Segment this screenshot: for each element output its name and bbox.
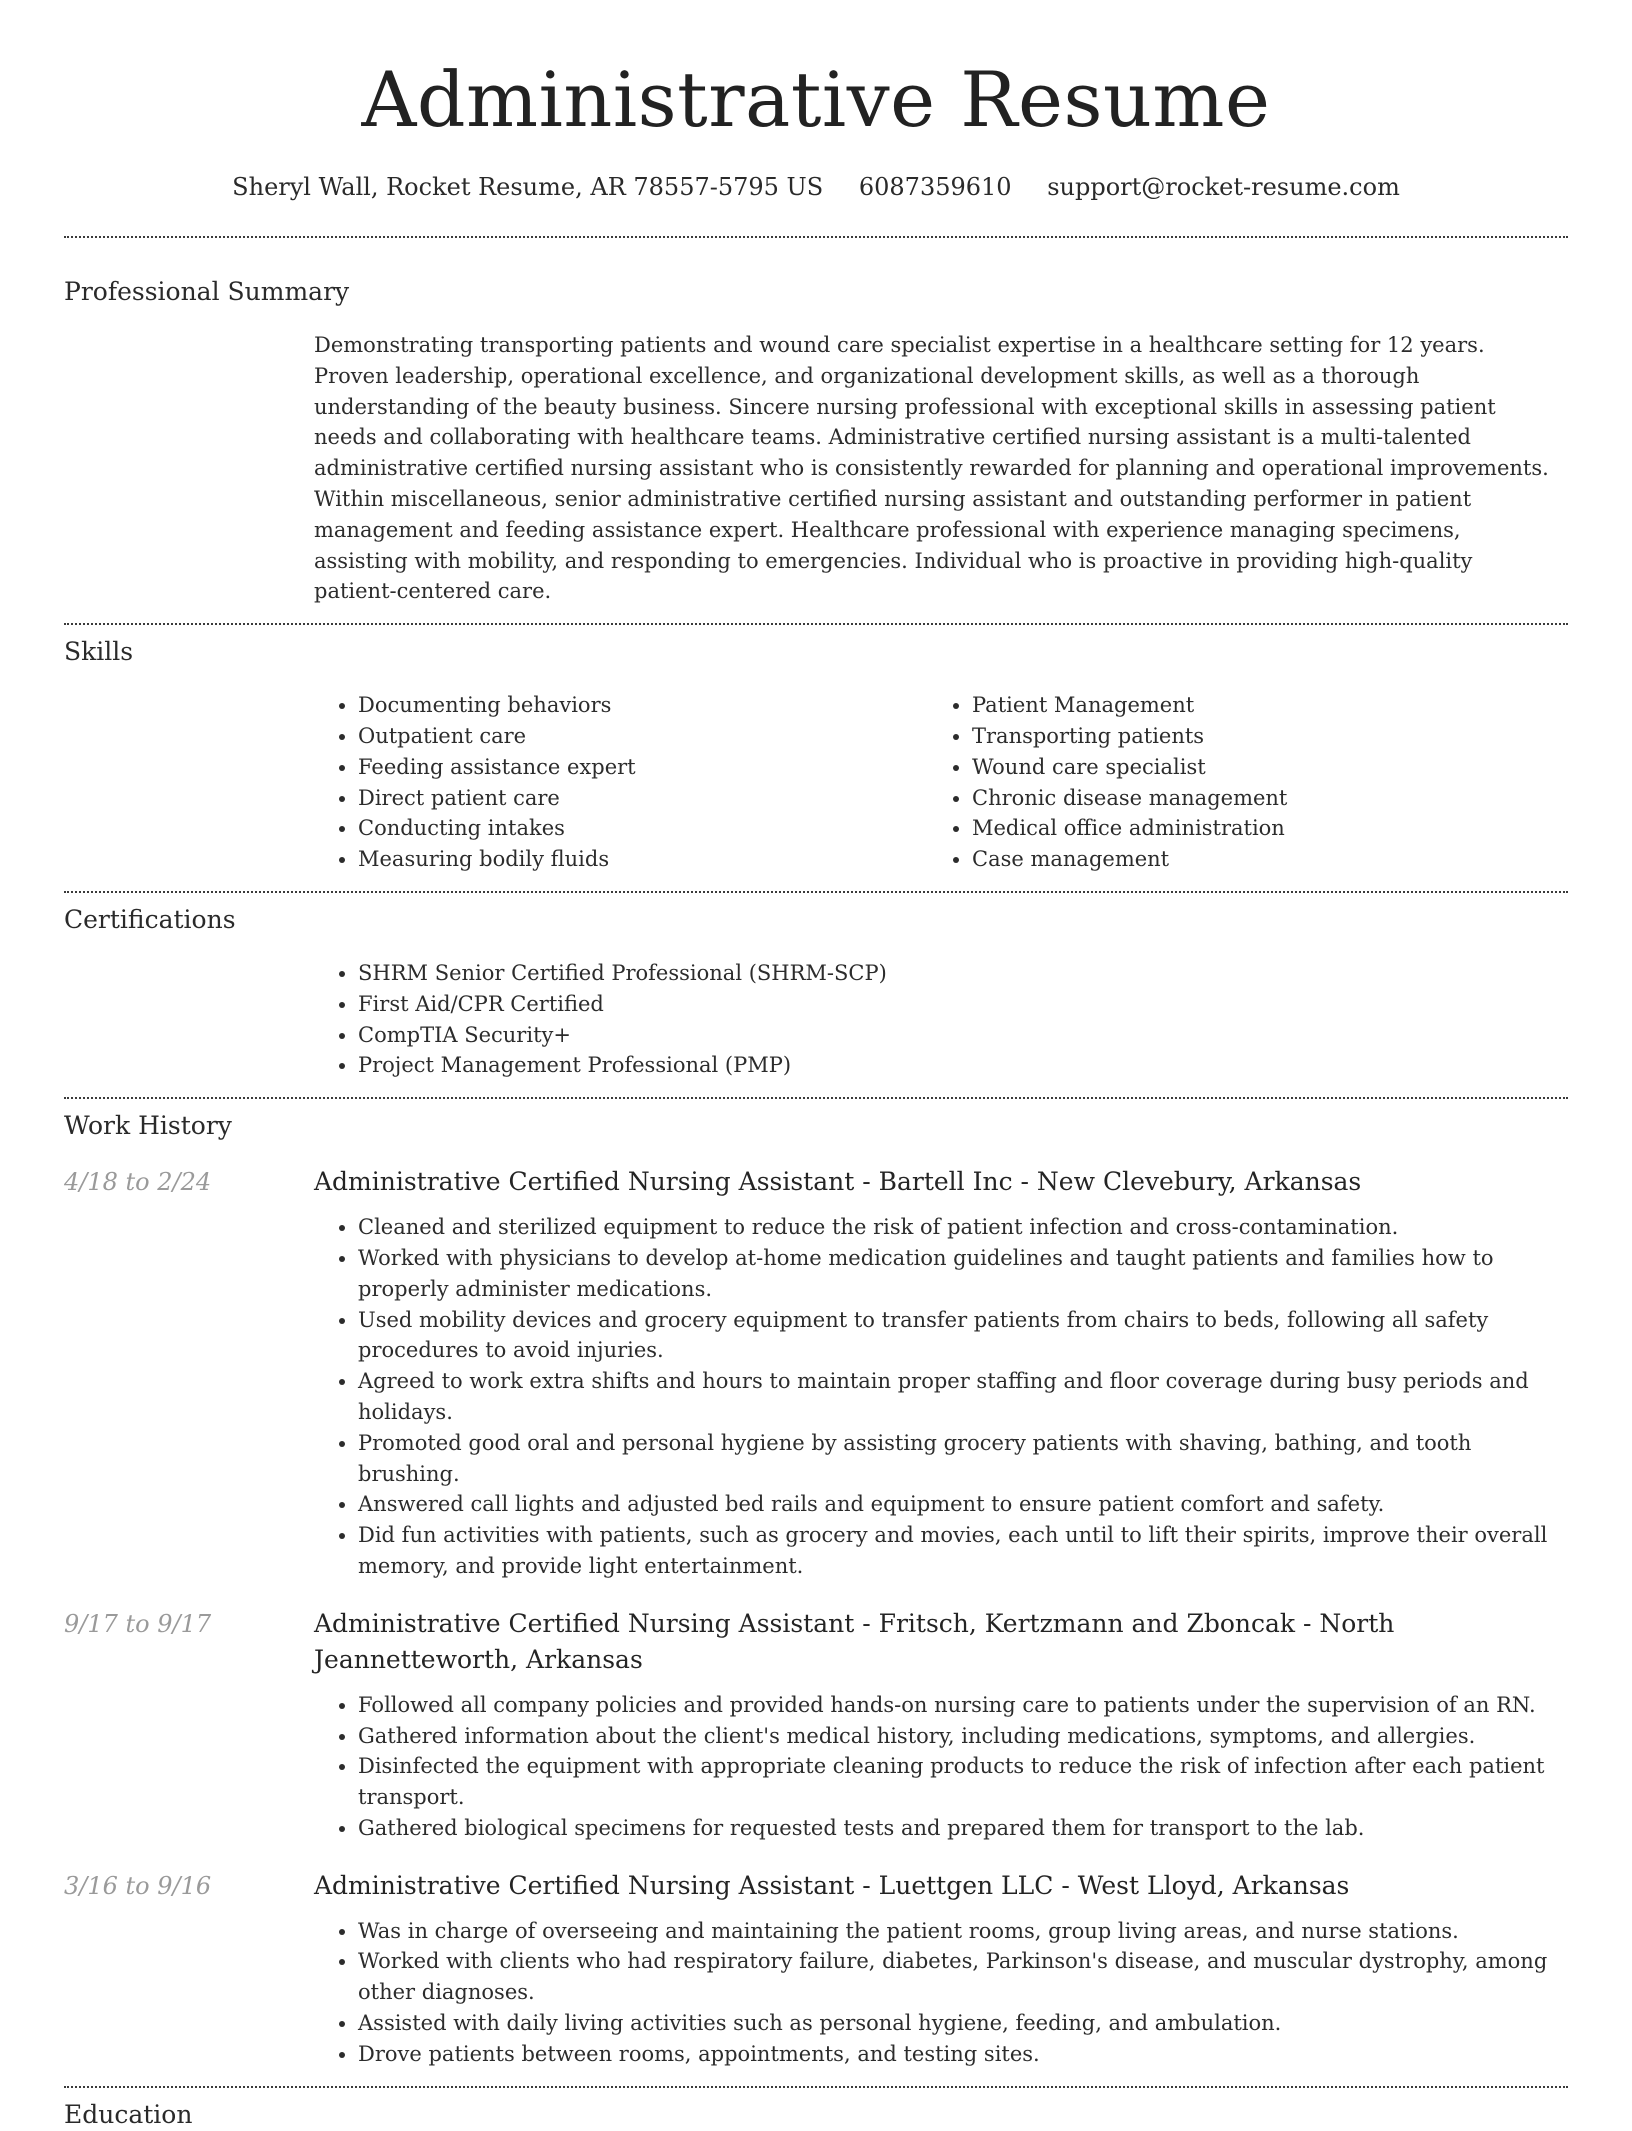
certification-item: • Project Management Professional (PMP) <box>358 1050 1554 1081</box>
job-details <box>314 1868 1554 2070</box>
certification-item: • CompTIA Security+ <box>358 1020 1554 1051</box>
certifications-section <box>64 904 1568 1081</box>
skill-item: • Outpatient care <box>358 721 928 752</box>
skill-item: • Measuring bodily fluids <box>358 844 928 875</box>
job-entry <box>64 1868 1568 2070</box>
work-history-section <box>64 1110 1568 2070</box>
job-dates: 3/16 to 9/16 <box>64 1871 212 1900</box>
job-bullet: • Disinfected the equipment with appropriate cleaning products to reduce the risk of infection after each patient transport. <box>358 1751 1554 1813</box>
job-dates: 9/17 to 9/17 <box>64 1609 212 1638</box>
skill-item: • Direct patient care <box>358 783 928 814</box>
job-bullet: • Answered call lights and adjusted bed rails and equipment to ensure patient comfort and safety. <box>358 1489 1554 1520</box>
job-entry <box>64 1606 1568 1844</box>
divider <box>64 1097 1568 1099</box>
resume-page <box>64 0 1568 2131</box>
certifications-list <box>314 958 1554 1081</box>
contact-phone: 6087359610 <box>858 173 1012 201</box>
certification-item: • First Aid/CPR Certified <box>358 989 1554 1020</box>
job-bullet: • Followed all company policies and provided hands-on nursing care to patients under the supervision of an RN. <box>358 1690 1554 1721</box>
summary-heading: Professional Summary <box>64 277 350 306</box>
skill-item: • Transporting patients <box>972 721 1542 752</box>
job-bullet: • Promoted good oral and personal hygiene by assisting grocery patients with shaving, bathing, and tooth brushing. <box>358 1428 1554 1490</box>
job-entry <box>64 1164 1568 1582</box>
skill-item: • Medical office administration <box>972 813 1542 844</box>
skills-column-left <box>314 690 928 875</box>
job-bullet: • Gathered information about the client's medical history, including medications, symptoms, and allergies. <box>358 1721 1554 1752</box>
contact-email: support@rocket-resume.com <box>1047 173 1400 201</box>
job-details <box>314 1164 1554 1582</box>
certification-item: • SHRM Senior Certified Professional (SHRM-SCP) <box>358 958 1554 989</box>
job-details <box>314 1606 1554 1844</box>
skills-heading: Skills <box>64 637 134 667</box>
job-bullet: • Was in charge of overseeing and maintaining the patient rooms, group living areas, and nurse stations. <box>358 1916 1554 1947</box>
job-bullet: • Did fun activities with patients, such as grocery and movies, each until to lift their spirits, improve their overall memory, and provide light entertainment. <box>358 1520 1554 1582</box>
skills-column-right <box>928 690 1542 875</box>
job-title: Administrative Certified Nursing Assistant - Bartell Inc - New Clevebury, Arkansas <box>314 1167 1362 1197</box>
job-bullet: • Drove patients between rooms, appointments, and testing sites. <box>358 2039 1554 2070</box>
skill-item: • Wound care specialist <box>972 752 1542 783</box>
education-heading: Education <box>64 2099 193 2129</box>
contact-line <box>64 171 1568 203</box>
skill-item: • Feeding assistance expert <box>358 752 928 783</box>
job-bullet: • Worked with physicians to develop at-home medication guidelines and taught patients and families how to properly administer medications. <box>358 1243 1554 1305</box>
job-title: Administrative Certified Nursing Assistant - Fritsch, Kertzmann and Zboncak - North Jeannetteworth, Arkansas <box>314 1608 1395 1674</box>
job-dates: 4/18 to 2/24 <box>64 1168 212 1197</box>
job-title: Administrative Certified Nursing Assistant - Luettgen LLC - West Lloyd, Arkansas <box>314 1870 1350 1900</box>
skill-item: • Conducting intakes <box>358 813 928 844</box>
skills-section <box>64 636 1568 875</box>
contact-address: Sheryl Wall, Rocket Resume, AR 78557-5795 US <box>232 173 824 201</box>
skills-list <box>314 690 1554 875</box>
job-bullet: • Assisted with daily living activities such as personal hygiene, feeding, and ambulation. <box>358 2008 1554 2039</box>
divider <box>64 623 1568 625</box>
education-section <box>64 2099 1568 2131</box>
job-bullet: • Worked with clients who had respiratory failure, diabetes, Parkinson's disease, and muscular dystrophy, among other diagnoses. <box>358 1946 1554 2008</box>
summary-section <box>64 276 1568 607</box>
work-history-heading: Work History <box>64 1111 232 1141</box>
skill-item: • Chronic disease management <box>972 783 1542 814</box>
job-bullet: • Gathered biological specimens for requested tests and prepared them for transport to the lab. <box>358 1813 1554 1844</box>
resume-title: Administrative Resume <box>361 55 1271 144</box>
divider <box>64 236 1568 238</box>
certifications-heading: Certifications <box>64 904 236 934</box>
job-bullet: • Cleaned and sterilized equipment to reduce the risk of patient infection and cross-contamination. <box>358 1212 1554 1243</box>
divider <box>64 2086 1568 2088</box>
skill-item: • Case management <box>972 844 1542 875</box>
job-bullet: • Used mobility devices and grocery equipment to transfer patients from chairs to beds, following all safety procedures to avoid injuries. <box>358 1305 1554 1367</box>
skill-item: • Documenting behaviors <box>358 690 928 721</box>
skill-item: • Patient Management <box>972 690 1542 721</box>
summary-text: Demonstrating transporting patients and wound care specialist expertise in a healthcare setting for 12 years. Proven leadership, operational excellence, and organizational development skills, as well as a thorough understanding of the beauty business. Sincere nursing professional with exceptional skills in assessing patient needs and collaborating with healthcare teams. Administrative certified nursing assistant is a multi-talented administrative certified nursing assistant who is consistently rewarded for planning and operational improvements. Within miscellaneous, senior administrative certified nursing assistant and outstanding performer in patient management and feeding assistance expert. Healthcare professional with experience managing specimens, assisting with mobility, and responding to emergencies. Individual who is proactive in providing high-quality patient-centered care. <box>314 333 1549 604</box>
job-bullet: • Agreed to work extra shifts and hours to maintain proper staffing and floor coverage during busy periods and holidays. <box>358 1366 1554 1428</box>
divider <box>64 891 1568 893</box>
